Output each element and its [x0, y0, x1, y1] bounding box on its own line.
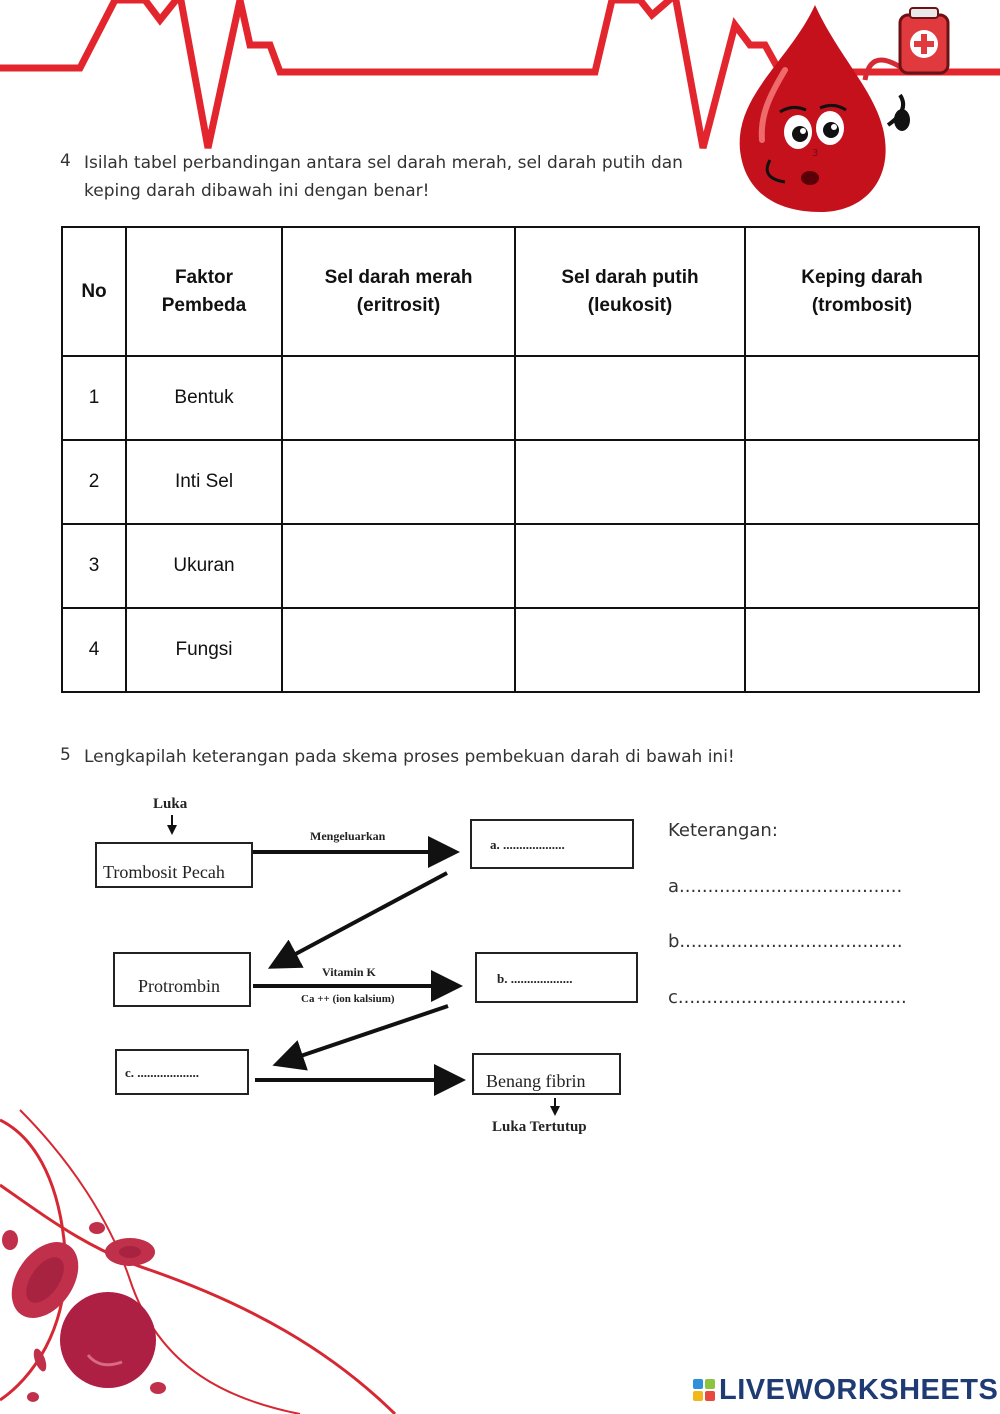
mascot-number: 3 [812, 148, 819, 159]
box-trombosit-pecah [95, 842, 253, 888]
label-benang-fibrin: Benang fibrin [486, 1071, 586, 1091]
keterangan-title: Keterangan: [668, 820, 778, 841]
row-faktor: Bentuk [126, 356, 282, 440]
brand-text: LIVEWORKSHEETS [719, 1373, 999, 1406]
box-benang-fibrin [472, 1053, 621, 1095]
row-faktor: Inti Sel [126, 440, 282, 524]
label-box-b: b. ................... [497, 971, 573, 986]
question-4-number: 4 [60, 151, 71, 171]
header-leukosit-line2: (leukosit) [587, 294, 673, 316]
question-5-number: 5 [60, 745, 71, 765]
row-number: 2 [62, 440, 126, 524]
arrow-a-to-protrombin [275, 873, 447, 965]
header-leukosit-line1: Sel darah putih [561, 266, 699, 288]
label-protrombin: Protrombin [138, 976, 221, 996]
label-kalsium: Ca ++ (ion kalsium) [301, 993, 395, 1005]
header-faktor-line1: Faktor [174, 266, 234, 288]
question-4-line-1: Isilah tabel perbandingan antara sel darah merah, sel darah putih dan [84, 153, 683, 173]
keterangan-c[interactable]: c........................................ [668, 987, 907, 1008]
header-faktor-line2: Pembeda [161, 294, 247, 316]
row-faktor: Fungsi [126, 608, 282, 692]
arrow-b-to-c [280, 1006, 448, 1063]
keterangan-a[interactable]: a....................................... [668, 876, 903, 897]
keterangan-b[interactable]: b....................................... [668, 931, 903, 952]
question-4-line-2: keping darah dibawah ini dengan benar! [84, 181, 430, 201]
header-trombosit-line1: Keping darah [801, 266, 923, 288]
row-faktor: Ukuran [126, 524, 282, 608]
header-no: No [62, 227, 126, 356]
label-box-c: c. ................... [125, 1065, 200, 1080]
box-a[interactable] [470, 819, 634, 869]
liveworksheets-logo [693, 1372, 998, 1408]
label-luka: Luka [153, 796, 188, 812]
liveworksheets-logo-icon [693, 1379, 715, 1401]
label-luka-tertutup: Luka Tertutup [492, 1119, 587, 1135]
header-trombosit-line2: (trombosit) [811, 294, 913, 316]
blood-cells-decoration [0, 1100, 420, 1414]
question-5-text: Lengkapilah keterangan pada skema proses pembekuan darah di bawah ini! [84, 747, 735, 767]
box-c[interactable] [115, 1049, 249, 1095]
box-protrombin [113, 952, 251, 1007]
row-number: 3 [62, 524, 126, 608]
box-b[interactable] [475, 952, 638, 1003]
label-trombosit-pecah: Trombosit Pecah [103, 862, 225, 882]
label-mengeluarkan: Mengeluarkan [310, 829, 386, 843]
label-vitamin-k: Vitamin K [322, 965, 376, 979]
header-eritrosit-line2: (eritrosit) [356, 294, 441, 316]
label-box-a: a. ................... [490, 837, 565, 852]
row-number: 1 [62, 356, 126, 440]
row-number: 4 [62, 608, 126, 692]
header-eritrosit-line1: Sel darah merah [324, 266, 473, 288]
